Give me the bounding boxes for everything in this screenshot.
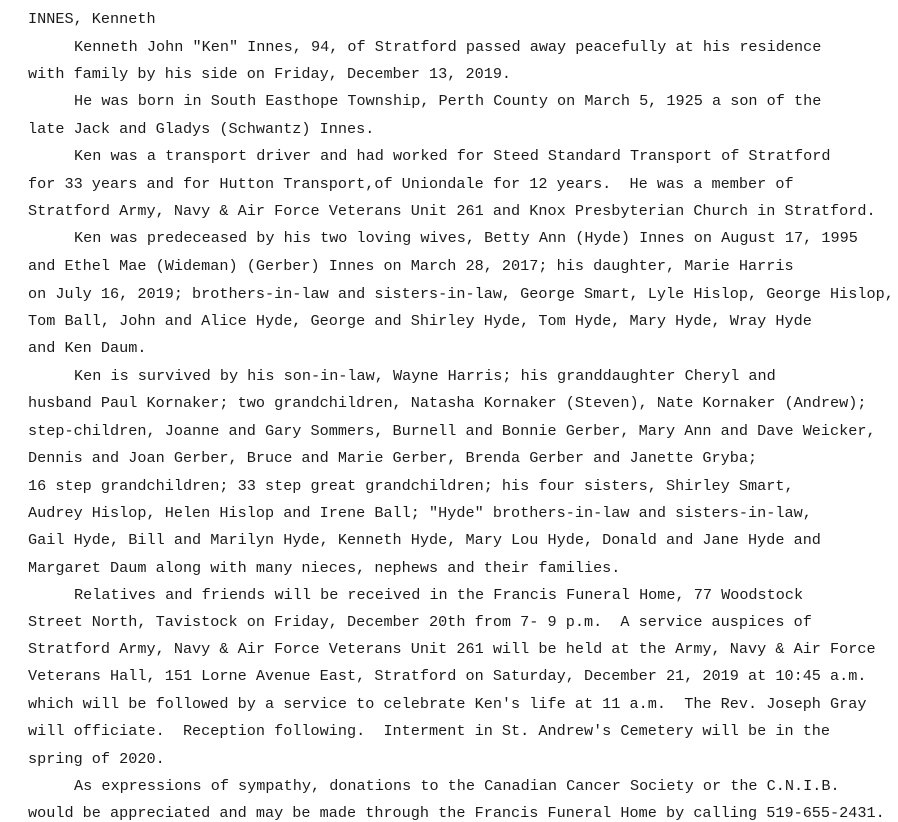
text-line: Veterans Hall, 151 Lorne Avenue East, Stratford on Saturday, December 21, 2019 at 10:45 a.m. xyxy=(28,667,867,685)
text-line: step-children, Joanne and Gary Sommers, Burnell and Bonnie Gerber, Mary Ann and Dave Weicker, xyxy=(28,422,876,440)
text-line: Street North, Tavistock on Friday, December 20th from 7- 9 p.m. A service auspices of xyxy=(28,613,812,631)
text-line: As expressions of sympathy, donations to the Canadian Cancer Society or the C.N.I.B. xyxy=(74,777,840,795)
text-line: which will be followed by a service to celebrate Ken's life at 11 a.m. The Rev. Joseph Gray xyxy=(28,695,867,713)
text-line: Margaret Daum along with many nieces, nephews and their families. xyxy=(28,559,621,577)
text-line: will officiate. Reception following. Interment in St. Andrew's Cemetery will be in the xyxy=(28,722,831,740)
text-line: on July 16, 2019; brothers-in-law and sisters-in-law, George Smart, Lyle Hislop, George Hislop, xyxy=(28,285,894,303)
text-line: and Ethel Mae (Wideman) (Gerber) Innes on March 28, 2017; his daughter, Marie Harris xyxy=(28,257,794,275)
text-line: Ken was predeceased by his two loving wives, Betty Ann (Hyde) Innes on August 17, 1995 xyxy=(74,229,858,247)
text-line: Gail Hyde, Bill and Marilyn Hyde, Kenneth Hyde, Mary Lou Hyde, Donald and Jane Hyde and xyxy=(28,531,821,549)
text-line: Kenneth John "Ken" Innes, 94, of Stratford passed away peacefully at his residence xyxy=(74,38,822,56)
text-line: for 33 years and for Hutton Transport,of Uniondale for 12 years. He was a member of xyxy=(28,175,794,193)
document-heading: INNES, Kenneth xyxy=(28,10,156,28)
text-line: husband Paul Kornaker; two grandchildren, Natasha Kornaker (Steven), Nate Kornaker (Andrew); xyxy=(28,394,867,412)
text-line: He was born in South Easthope Township, Perth County on March 5, 1925 a son of the xyxy=(74,92,822,110)
text-line: Tom Ball, John and Alice Hyde, George and Shirley Hyde, Tom Hyde, Mary Hyde, Wray Hyde xyxy=(28,312,812,330)
text-line: Stratford Army, Navy & Air Force Veterans Unit 261 and Knox Presbyterian Church in Stratford. xyxy=(28,202,876,220)
text-line: Ken is survived by his son-in-law, Wayne Harris; his granddaughter Cheryl and xyxy=(74,367,776,385)
text-line: would be appreciated and may be made through the Francis Funeral Home by calling 519-655-2431. xyxy=(28,804,885,822)
text-line: Audrey Hislop, Helen Hislop and Irene Ball; "Hyde" brothers-in-law and sisters-in-law, xyxy=(28,504,812,522)
text-line: Relatives and friends will be received in the Francis Funeral Home, 77 Woodstock xyxy=(74,586,804,604)
text-line: late Jack and Gladys (Schwantz) Innes. xyxy=(28,120,375,138)
text-line: Dennis and Joan Gerber, Bruce and Marie Gerber, Brenda Gerber and Janette Gryba; xyxy=(28,449,758,467)
text-line: with family by his side on Friday, December 13, 2019. xyxy=(28,65,512,83)
text-line: spring of 2020. xyxy=(28,750,165,768)
text-line: Stratford Army, Navy & Air Force Veterans Unit 261 will be held at the Army, Navy & Air Force xyxy=(28,640,876,658)
text-line: and Ken Daum. xyxy=(28,339,147,357)
text-line: 16 step grandchildren; 33 step great grandchildren; his four sisters, Shirley Smart, xyxy=(28,477,794,495)
text-line: Ken was a transport driver and had worked for Steed Standard Transport of Stratford xyxy=(74,147,831,165)
